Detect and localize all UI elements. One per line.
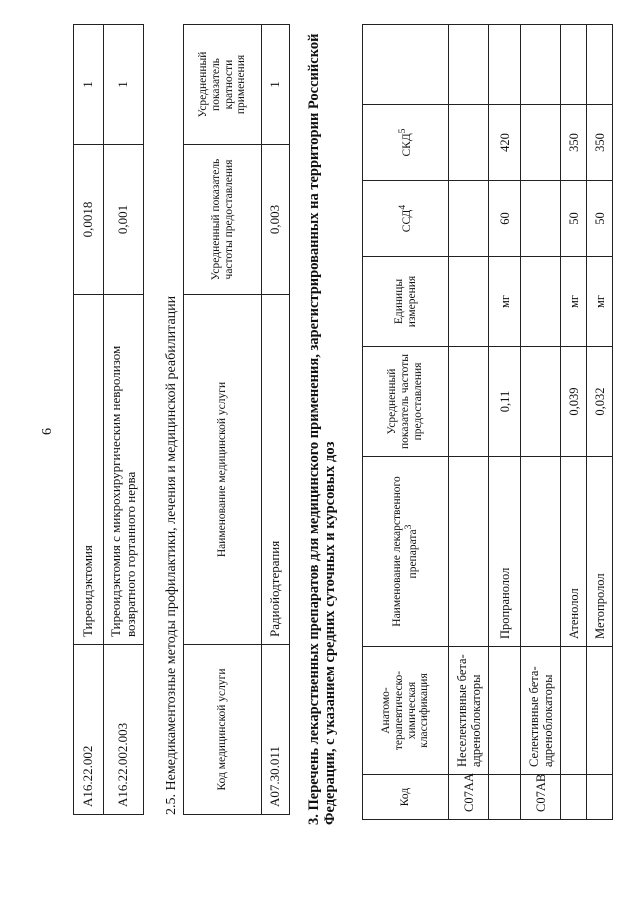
drug-name: [521, 457, 561, 647]
blank-cell: [449, 25, 489, 105]
blank-cell: [561, 25, 587, 105]
skd-value: 350: [561, 105, 587, 181]
atc-code: [489, 775, 521, 820]
drug-name: Атенолол: [561, 457, 587, 647]
atc-group: Неселективные бета-адреноблокаторы: [449, 647, 489, 775]
table-row: [561, 25, 587, 820]
atc-group: [489, 647, 521, 775]
atc-code: [561, 775, 587, 820]
ssd-value: [449, 181, 489, 257]
page-number: 6: [40, 428, 55, 435]
frequency-value: 0,039: [561, 347, 587, 457]
header-code: Код: [363, 775, 449, 820]
frequency-value: 0,001: [104, 145, 144, 295]
table-row: [449, 25, 489, 820]
service-code: A07.30.011: [262, 645, 290, 815]
section-2-5-caption: 2.5. Немедикаментозные методы профилактики, лечения и медицинской реабилитации: [164, 295, 179, 815]
header-drug-name: Наименование лекарственного препарата$^3$: [363, 457, 449, 647]
blank-cell: [587, 25, 613, 105]
unit-value: мг: [489, 257, 521, 347]
service-name: Тиреоидэктомия: [74, 295, 104, 645]
blank-cell: [521, 25, 561, 105]
non-drug-methods-table: [183, 24, 290, 815]
table-row: [587, 25, 613, 820]
unit-value: [521, 257, 561, 347]
frequency-value: 0,11: [489, 347, 521, 457]
header-service-name: Наименование медицинской услуги: [184, 295, 262, 645]
ssd-value: [521, 181, 561, 257]
multiplicity-value: 1: [262, 25, 290, 145]
drug-name: Пропранолол: [489, 457, 521, 647]
section-3-title: 3. Перечень лекарственных препаратов для медицинского применения, зарегистрированных на территории Российской Федерации, с указанием средних суточных и курсовых доз: [306, 33, 339, 825]
frequency-value: [521, 347, 561, 457]
header-multiplicity: Усредненный показатель кратности применения: [184, 25, 262, 145]
drug-name: Метопролол: [587, 457, 613, 647]
atc-code: C07AA: [449, 775, 489, 820]
ssd-value: 50: [561, 181, 587, 257]
ssd-value: 60: [489, 181, 521, 257]
header-atc: Анатомо-терапевтическо-химическая классификация: [363, 647, 449, 775]
unit-value: мг: [561, 257, 587, 347]
header-ssd: ССД$^4$: [363, 181, 449, 257]
table-row: [262, 25, 290, 815]
skd-value: 420: [489, 105, 521, 181]
service-name: Тиреоидэктомия с микрохирургическим невролизом возвратного гортанного нерва: [104, 295, 144, 645]
atc-code: [587, 775, 613, 820]
unit-value: [449, 257, 489, 347]
header-unit: Единицы измерения: [363, 257, 449, 347]
multiplicity-value: 1: [74, 25, 104, 145]
skd-value: [521, 105, 561, 181]
header-frequency: Усредненный показатель частоты предоставления: [363, 347, 449, 457]
table-header-row: [363, 25, 449, 820]
table-row: [74, 25, 104, 815]
table-row: [489, 25, 521, 820]
ssd-value: 50: [587, 181, 613, 257]
atc-code: C07AB: [521, 775, 561, 820]
table-header-row: [184, 25, 262, 815]
frequency-value: 0,0018: [74, 145, 104, 295]
service-code: A16.22.002: [74, 645, 104, 815]
service-name: Радиойодтерапия: [262, 295, 290, 645]
drugs-table: [362, 24, 613, 820]
table-row: [521, 25, 561, 820]
service-code: A16.22.002.003: [104, 645, 144, 815]
header-skd: СКД$^5$: [363, 105, 449, 181]
header-service-code: Код медицинской услуги: [184, 645, 262, 815]
atc-group: [561, 647, 587, 775]
atc-group: [587, 647, 613, 775]
multiplicity-value: 1: [104, 25, 144, 145]
header-blank: [363, 25, 449, 105]
drug-name: [449, 457, 489, 647]
skd-value: 350: [587, 105, 613, 181]
header-frequency: Усредненный показатель частоты предоставления: [184, 145, 262, 295]
skd-value: [449, 105, 489, 181]
unit-value: мг: [587, 257, 613, 347]
frequency-value: 0,032: [587, 347, 613, 457]
table-row: [104, 25, 144, 815]
services-table-continued: [73, 24, 144, 815]
frequency-value: [449, 347, 489, 457]
atc-group: Селективные бета-адреноблокаторы: [521, 647, 561, 775]
blank-cell: [489, 25, 521, 105]
frequency-value: 0,003: [262, 145, 290, 295]
